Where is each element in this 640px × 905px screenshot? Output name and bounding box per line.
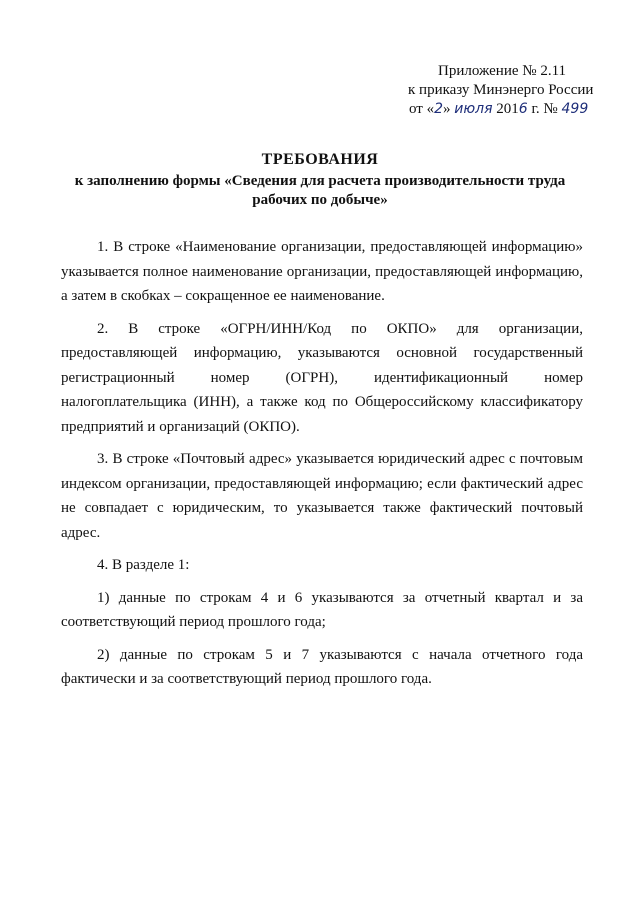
- appendix-header: [400, 62, 620, 119]
- paragraph-5: 1) данные по строкам 4 и 6 указываются за отчетный квартал и за соответствующий период прошлого года;: [61, 589, 583, 630]
- document-body: [61, 235, 583, 692]
- appendix-order-ref: к приказу Минэнерго России: [408, 82, 594, 98]
- handwritten-month: июля: [454, 101, 493, 117]
- paragraph-1: 1. В строке «Наименование организации, предоставляющей информацию» указывается полное наименование организации, предоставляющей информацию, а затем в скобках – сокращенное ее наименование.: [61, 239, 583, 304]
- document-title: [60, 150, 580, 210]
- title-heading: ТРЕБОВАНИЯ: [261, 151, 379, 168]
- title-subtitle-line1: к заполнению формы «Сведения для расчета производительности труда: [74, 173, 566, 189]
- paragraph-3: 3. В строке «Почтовый адрес» указывается юридический адрес с почтовым индексом организации, предоставляющей информацию; если фактический адрес не совпадает с юридическим, то указывается также фактический почтовый адрес.: [61, 451, 583, 541]
- year-prefix: 201: [496, 101, 519, 117]
- date-prefix: от «: [409, 101, 435, 117]
- appendix-number: Приложение № 2.11: [438, 63, 567, 79]
- day-suffix: »: [443, 101, 451, 117]
- handwritten-order-number: 499: [561, 101, 589, 117]
- paragraph-2: 2. В строке «ОГРН/ИНН/Код по ОКПО» для организации, предоставляющей информацию, указываются основной государственный регистрационный номер (ОГРН), идентификационный номер налогоплательщика (ИНН), а также код по Общероссийскому классификатору предприятий и организаций (ОКПО).: [61, 320, 583, 435]
- year-suffix: г. №: [527, 101, 562, 117]
- appendix-date-line: [400, 100, 620, 119]
- title-subtitle-line2: рабочих по добыче»: [252, 192, 388, 208]
- handwritten-year-digit: 6: [518, 101, 528, 117]
- handwritten-day: 2: [434, 101, 444, 117]
- paragraph-4: 4. В разделе 1:: [97, 557, 190, 573]
- paragraph-6: 2) данные по строкам 5 и 7 указываются с начала отчетного года фактически и за соответствующий период прошлого года.: [61, 646, 583, 687]
